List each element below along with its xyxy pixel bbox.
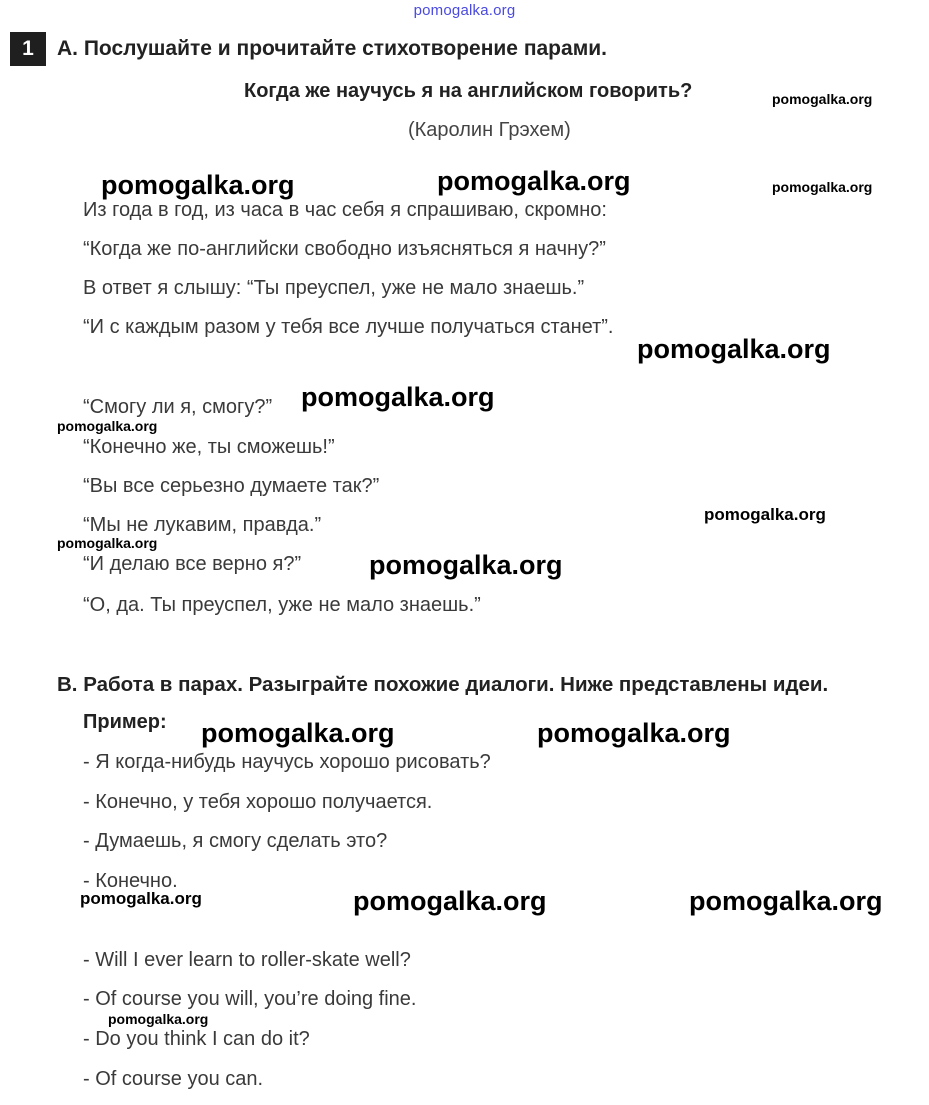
watermark-small: pomogalka.org [704, 505, 826, 524]
dialog-line: - Думаешь, я смогу сделать это? [83, 830, 388, 852]
watermark: pomogalka.org [301, 382, 495, 412]
poem-line: “Конечно же, ты сможешь!” [83, 436, 335, 458]
poem-line: В ответ я слышу: “Ты преуспел, уже не мало знаешь.” [83, 277, 585, 299]
poem-line: “Когда же по-английски свободно изъясняться я начну?” [83, 238, 606, 260]
poem-line: “И с каждым разом у тебя все лучше получаться станет”. [83, 316, 614, 338]
poem-title: Когда же научусь я на английском говорить? [244, 80, 693, 102]
watermark: pomogalka.org [353, 886, 547, 916]
watermark: pomogalka.org [437, 166, 631, 196]
watermark-small: pomogalka.org [57, 535, 158, 551]
watermark: pomogalka.org [637, 334, 831, 364]
poem-line: Из года в год, из часа в час себя я спрашиваю, скромно: [83, 199, 607, 221]
poem-line: “Смогу ли я, смогу?” [83, 396, 273, 418]
watermark-small: pomogalka.org [57, 418, 158, 434]
watermark-small: pomogalka.org [108, 1011, 209, 1027]
watermark-small: pomogalka.org [772, 91, 873, 107]
example-label: Пример: [83, 711, 167, 733]
poem-author: (Каролин Грэхем) [408, 119, 571, 141]
watermark: pomogalka.org [201, 718, 395, 748]
watermark: pomogalka.org [369, 550, 563, 580]
dialog-line: - Я когда-нибудь научусь хорошо рисовать? [83, 751, 491, 773]
poem-line: “И делаю все верно я?” [83, 553, 302, 575]
section-b-heading: B. Работа в парах. Разыграйте похожие диалоги. Ниже представлены идеи. [57, 673, 829, 696]
dialog-line: - Конечно. [83, 870, 178, 892]
watermark-small: pomogalka.org [772, 179, 873, 195]
dialog-line: - Конечно, у тебя хорошо получается. [83, 791, 433, 813]
watermark-small: pomogalka.org [80, 889, 202, 908]
exercise-number: 1 [10, 32, 46, 66]
dialog-line: - Will I ever learn to roller-skate well? [83, 949, 411, 971]
section-a-heading: A. Послушайте и прочитайте стихотворение парами. [57, 37, 607, 60]
dialog-line: - Of course you will, you’re doing fine. [83, 988, 417, 1010]
watermark: pomogalka.org [537, 718, 731, 748]
poem-line: “Мы не лукавим, правда.” [83, 514, 322, 536]
dialog-line: - Do you think I can do it? [83, 1028, 310, 1050]
poem-line: “Вы все серьезно думаете так?” [83, 475, 380, 497]
watermark: pomogalka.org [101, 170, 295, 200]
poem-line: “О, да. Ты преуспел, уже не мало знаешь.” [83, 594, 481, 616]
watermark: pomogalka.org [689, 886, 883, 916]
dialog-line: - Of course you can. [83, 1068, 264, 1090]
top-watermark: pomogalka.org [413, 2, 516, 19]
